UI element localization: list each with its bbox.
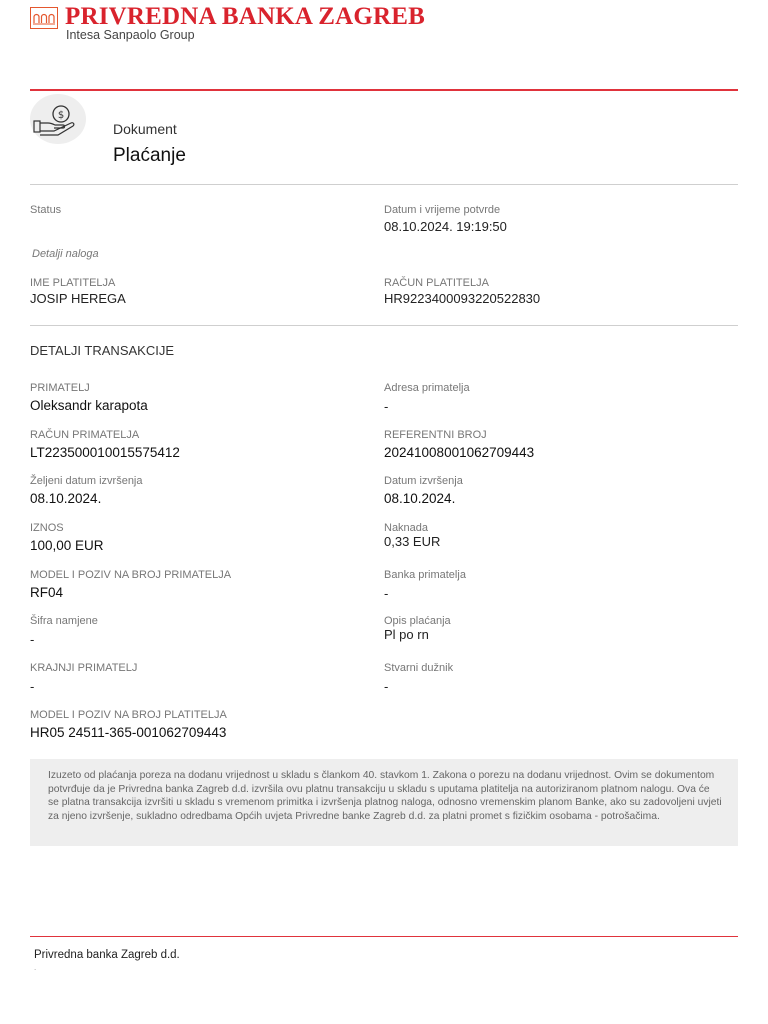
actual-debtor-value: - <box>384 679 389 694</box>
status-label: Status <box>30 204 62 216</box>
recipient-value: Oleksandr karapota <box>30 398 148 413</box>
recipient-bank-label: Banka primatelja <box>384 569 466 581</box>
desired-date-value: 08.10.2024. <box>30 491 102 506</box>
final-recipient-label: KRAJNJI PRIMATELJ <box>30 662 138 674</box>
document-title: Plaćanje <box>113 145 186 166</box>
recipient-address-value: - <box>384 399 389 414</box>
amount-label: IZNOS <box>30 522 64 534</box>
footer-dot: . <box>34 963 37 972</box>
confirmation-label: Datum i vrijeme potvrde <box>384 204 501 216</box>
group-name: Intesa Sanpaolo Group <box>66 28 195 42</box>
purpose-code-label: Šifra namjene <box>30 615 98 627</box>
payer-model-label: MODEL I POZIV NA BROJ PLATITELJA <box>30 709 227 721</box>
desired-date-label: Željeni datum izvršenja <box>30 475 143 487</box>
reference-label: REFERENTNI BROJ <box>384 429 487 441</box>
bank-logo-icon <box>30 7 58 29</box>
svg-text:$: $ <box>57 110 65 121</box>
payer-name-value: JOSIP HEREGA <box>30 291 126 306</box>
payer-name-label: IME PLATITELJA <box>30 277 116 289</box>
confirmation-value: 08.10.2024. 19:19:50 <box>384 219 507 234</box>
brand-name: PRIVREDNA BANKA ZAGREB <box>65 3 426 30</box>
recipient-account-value: LT223500010015575412 <box>30 445 180 460</box>
recipient-account-label: RAČUN PRIMATELJA <box>30 429 140 441</box>
order-details-label: Detalji naloga <box>32 248 99 260</box>
recipient-model-value: RF04 <box>30 585 64 600</box>
payment-description-value: Pl po rn <box>384 627 429 642</box>
payment-hand-icon <box>30 94 86 144</box>
payer-account-label: RAČUN PLATITELJA <box>384 277 489 289</box>
reference-value: 2024100800106270944​3 <box>384 445 535 460</box>
header-divider <box>30 89 738 91</box>
footer-divider <box>30 936 738 937</box>
fee-label: Naknada <box>384 522 429 534</box>
payer-account-value: HR9223400093220522830 <box>384 291 541 306</box>
recipient-bank-value: - <box>384 586 389 601</box>
transaction-section-title: DETALJI TRANSAKCIJE <box>30 343 174 358</box>
purpose-code-value: - <box>30 632 35 647</box>
recipient-address-label: Adresa primatelja <box>384 382 470 394</box>
execution-date-value: 08.10.2024. <box>384 491 456 506</box>
document-label: Dokument <box>113 121 177 137</box>
payment-description-label: Opis plaćanja <box>384 615 451 627</box>
section-divider <box>30 184 738 185</box>
recipient-label: PRIMATELJ <box>30 382 90 394</box>
final-recipient-value: - <box>30 679 35 694</box>
header <box>30 4 550 44</box>
fee-value: 0,33 EUR <box>384 534 441 549</box>
footer-company: Privredna banka Zagreb d.d. <box>34 949 180 961</box>
recipient-model-label: MODEL I POZIV NA BROJ PRIMATELJA <box>30 569 232 581</box>
section-divider <box>30 325 738 326</box>
execution-date-label: Datum izvršenja <box>384 475 463 487</box>
payer-model-value: HR05 24511-365-001062709443 <box>30 725 227 740</box>
amount-value: 100,00 EUR <box>30 538 104 553</box>
actual-debtor-label: Stvarni dužnik <box>384 662 454 674</box>
legal-note: Izuzeto od plaćanja poreza na dodanu vrijednost u skladu s člankom 40. stavkom 1. Zakona o porezu na dodanu vrijednost. Ovim se dokumentom potvrđuje da je Privredna banka Zagreb d.d. izvršila ovu platnu transakciju u skladu s uputama platitelja na autoriziranom platnom nalogu. Ova će se platna transakcija izvršiti u skladu s vremenom primitka i izvršenja platnog naloga, odnosno vremenskim planom Banke, ako su zadovoljeni uvjeti za njeno izvršenje, sukladno odredbama Općih uvjeta Privredne banke Zagreb d.d. za platni promet s fizičkim osobama - potrošačima. <box>30 759 738 846</box>
